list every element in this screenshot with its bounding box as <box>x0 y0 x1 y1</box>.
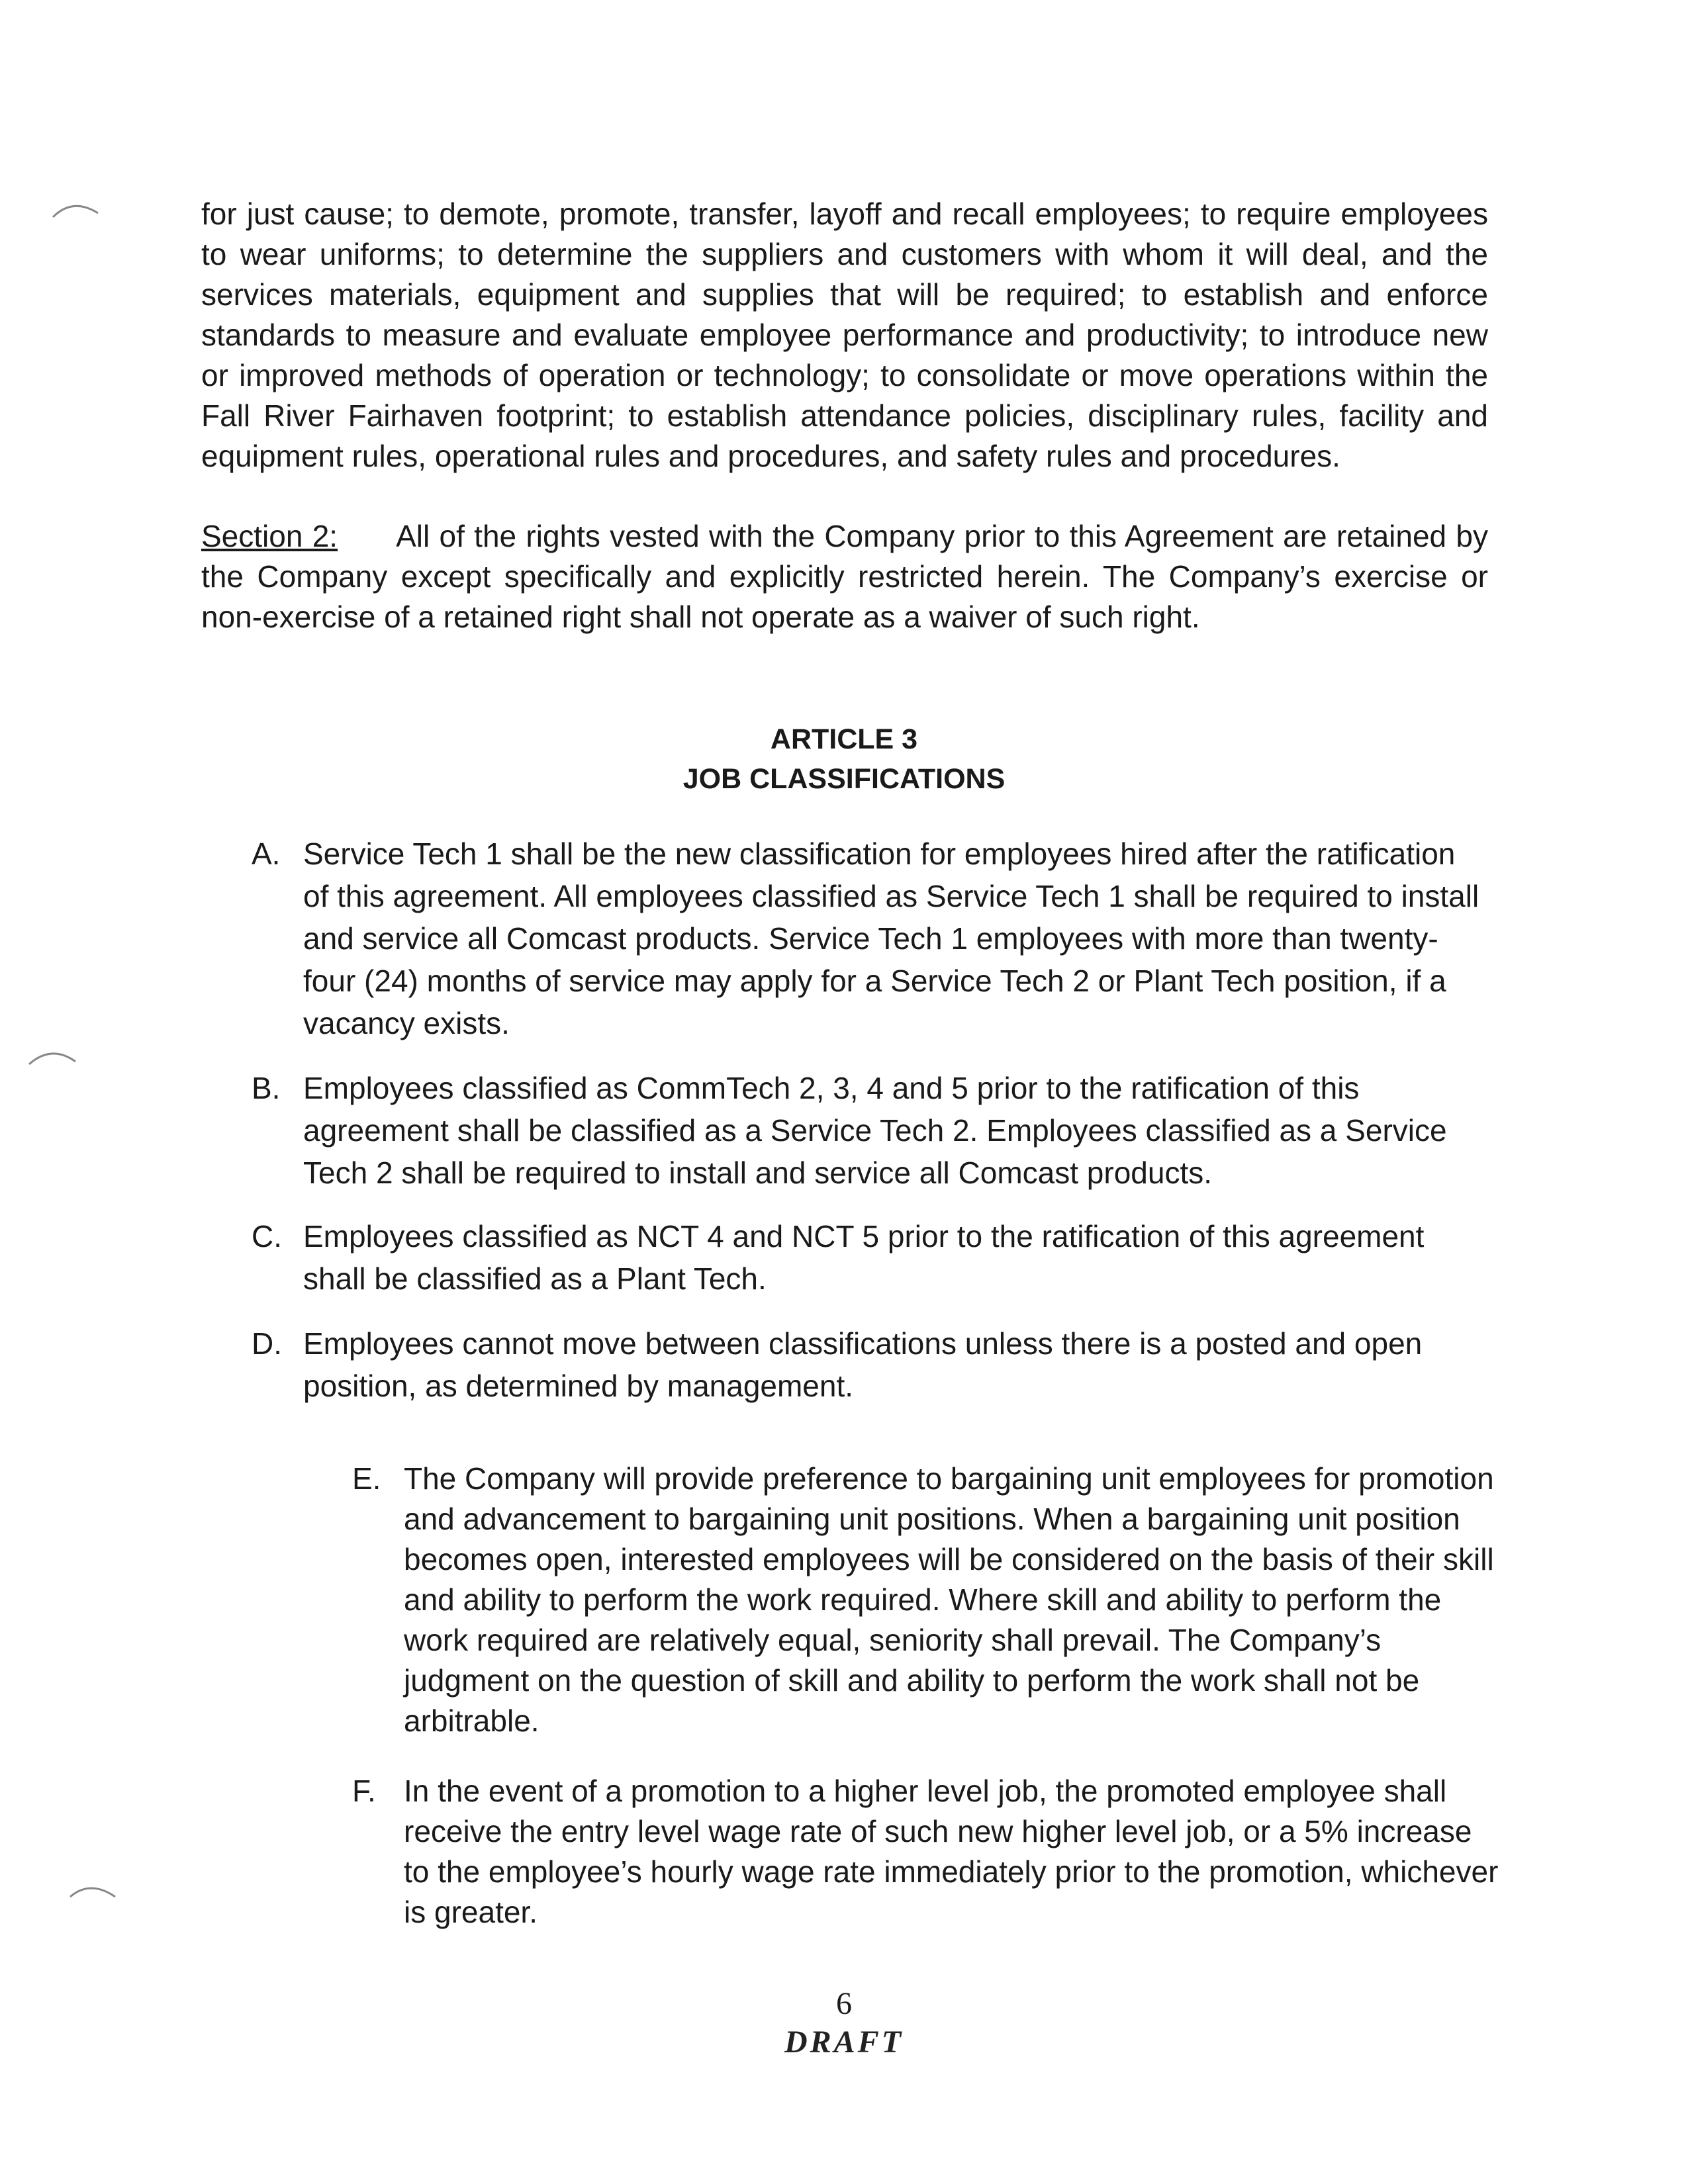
list-item-text: In the event of a promotion to a higher level job, the promoted employee shall receive the entry level wage rate of such new higher level job, or a 5% increase to the employee’s hourly wage rate immediately prior to the promotion, whichever is greater. <box>404 1774 1499 1929</box>
list-item-text: Employees classified as NCT 4 and NCT 5 prior to the ratification of this agreement shall be classified as a Plant Tech. <box>303 1219 1425 1296</box>
punch-hole-mark-icon <box>66 1877 119 1903</box>
list-item-letter: E. <box>352 1461 381 1496</box>
paragraph-management-rights: for just cause; to demote, promote, transfer, layoff and recall employees; to require employees to wear uniforms; to determine the suppliers and customers with whom it will deal, and the services materials, equipment and supplies that will be required; to establish and enforce standards to measure and evaluate employee performance and productivity; to introduce new or improved methods of operation or technology; to consolidate or move operations within the Fall River Fairhaven footprint; to establish attendance policies, disciplinary rules, facility and equipment rules, operational rules and procedures, and safety rules and procedures. <box>201 197 1488 473</box>
section-2-text: All of the rights vested with the Company prior to this Agreement are retained by the Company except specifically and explicitly restricted herein. The Company’s exercise or non-exercise of a retained right shall not operate as a waiver of such right. <box>201 519 1489 634</box>
list-item-letter: D. <box>252 1326 282 1361</box>
page-number: 6 <box>836 1986 852 2021</box>
list-item-letter: C. <box>252 1219 282 1253</box>
section-2-label: Section 2: <box>201 519 338 553</box>
punch-hole-mark-icon <box>49 196 102 222</box>
list-item-text: Employees classified as CommTech 2, 3, 4 and 5 prior to the ratification of this agreement shall be classified as a Service Tech 2. Employees classified as a Service Tech 2 shall be required to install and service all Comcast products. <box>303 1071 1447 1190</box>
list-item-text: Service Tech 1 shall be the new classification for employees hired after the ratification of this agreement. All employees classified as Service Tech 1 shall be required to install and service all Comcast products. Service Tech 1 employees with more than twenty-four (24) months of service may apply for a Service Tech 2 or Plant Tech position, if a vacancy exists. <box>303 837 1479 1040</box>
paragraph-section-2 <box>201 516 1488 637</box>
list-item-letter: B. <box>252 1071 281 1105</box>
list-item-text: The Company will provide preference to bargaining unit employees for promotion and advancement to bargaining unit positions. When a bargaining unit position becomes open, interested employees will be considered on the basis of their skill and ability to perform the work required. Where skill and ability to perform the work required are relatively equal, seniority shall prevail. The Company’s judgment on the question of skill and ability to perform the work shall not be arbitrable. <box>404 1461 1494 1738</box>
list-item-letter: F. <box>352 1774 376 1808</box>
list-item-letter: A. <box>252 837 281 871</box>
article-title: JOB CLASSIFICATIONS <box>682 763 1006 795</box>
list-item-text: Employees cannot move between classifications unless there is a posted and open position, as determined by management. <box>303 1326 1423 1403</box>
article-number: ARTICLE 3 <box>770 723 918 755</box>
punch-hole-mark-icon <box>25 1043 78 1069</box>
draft-watermark: DRAFT <box>784 2025 904 2060</box>
